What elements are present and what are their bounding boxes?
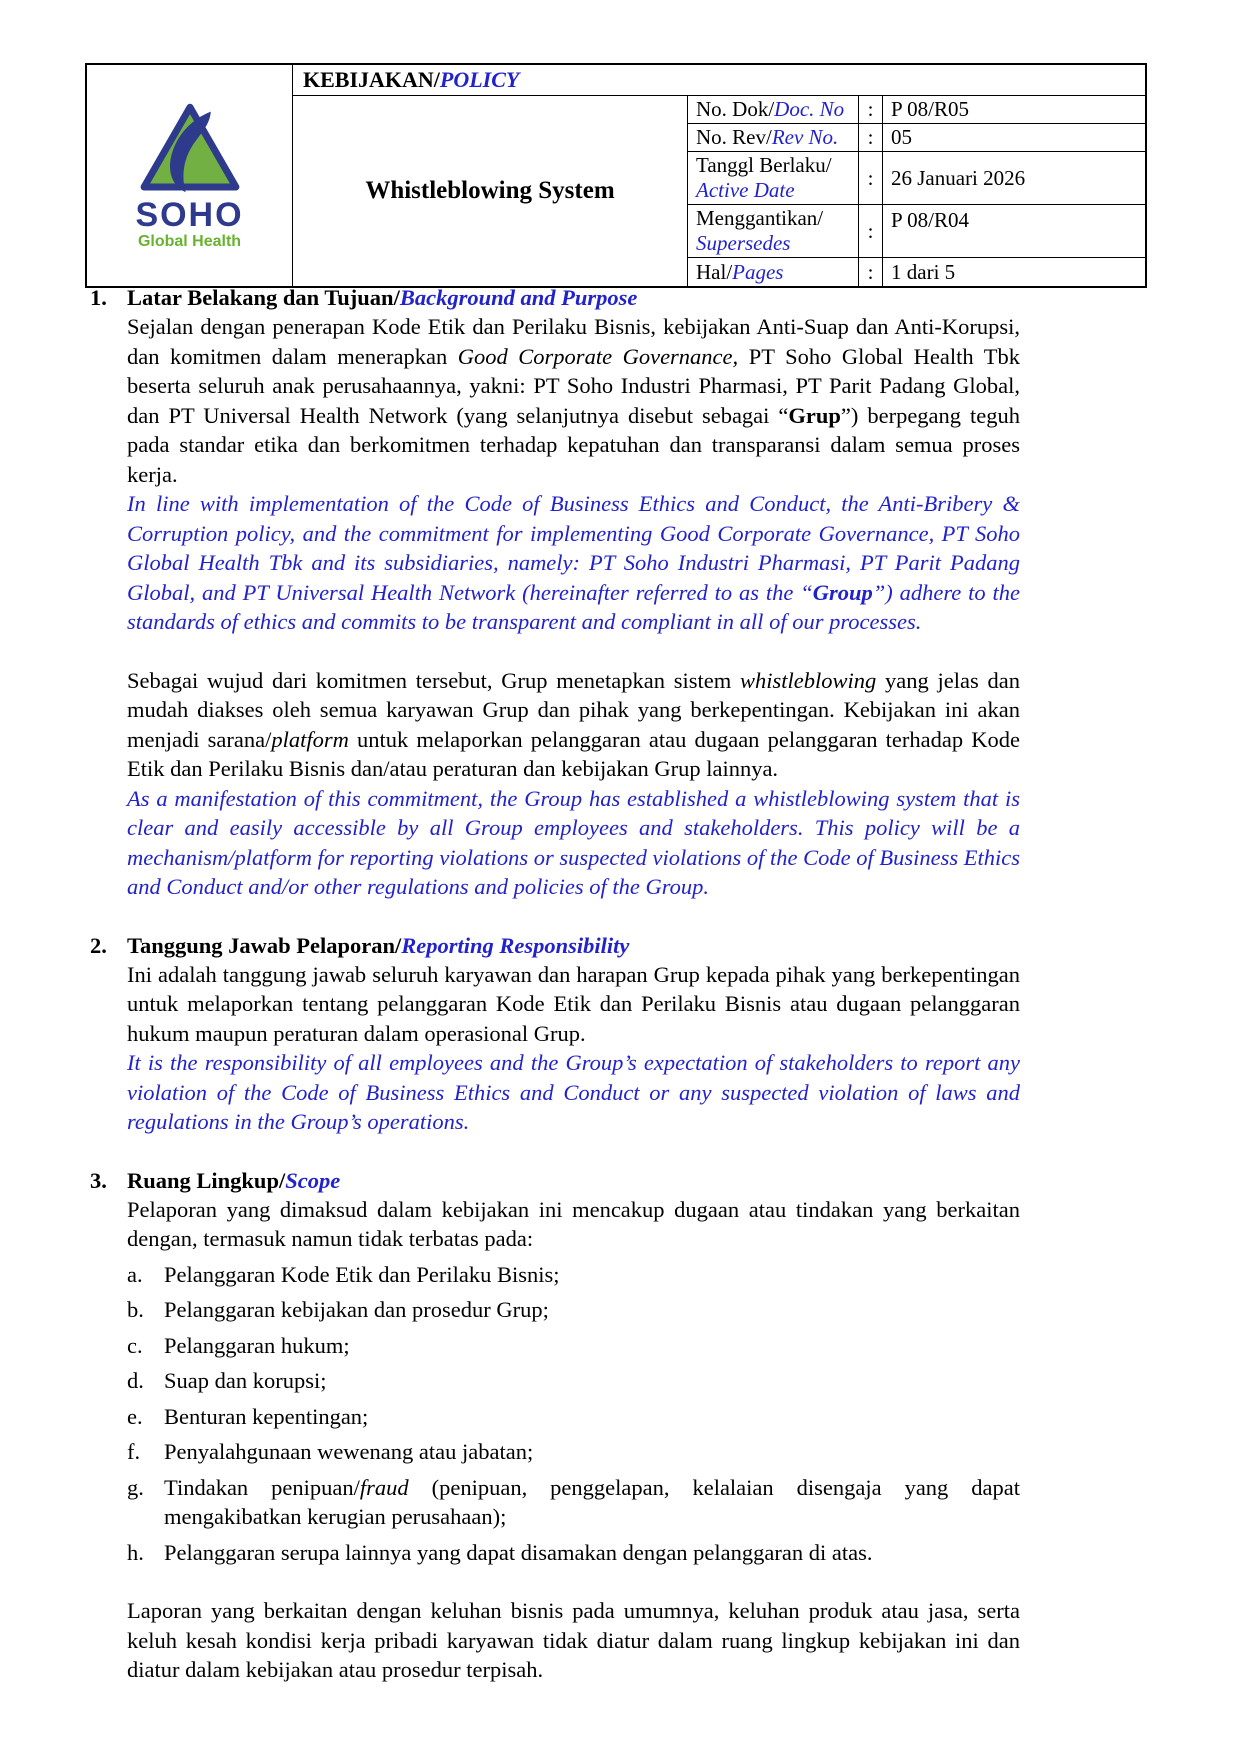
meta-label-pages: Hal/ Pages (696, 259, 784, 284)
list-item-text (164, 1260, 1020, 1290)
list-item (127, 1538, 1020, 1568)
text-run: whistleblowing (740, 667, 877, 693)
text-run: untuk melaporkan pelanggaran atau dugaan pelanggaran terhadap Kode Etik dan Perilaku Bisnis dan/atau peraturan dan kebijakan Grup lainnya. (127, 726, 1020, 781)
text-run: ”) adhere to the standards of ethics and commits to be transparent and compliant in all of our processes. (127, 579, 1020, 634)
text-run: Grup (788, 402, 841, 428)
soho-triangle-logo-icon (138, 100, 242, 196)
doc-type-en: POLICY (439, 67, 520, 92)
text-run: fraud (359, 1474, 409, 1500)
section-title-en: Background and Purpose (399, 285, 638, 310)
list-item (127, 1402, 1020, 1432)
section-heading (90, 1166, 1020, 1195)
list-marker: h. (127, 1539, 144, 1565)
list-marker: d. (127, 1368, 144, 1393)
meta-label-active-date: Tanggl Berlaku/ Active Date (688, 152, 858, 205)
meta-colon: : (858, 205, 882, 258)
meta-label-supersedes: Menggantikan/ Supersedes (688, 205, 858, 258)
paragraph-id (127, 1596, 1020, 1685)
text-run: yang jelas dan mudah diakses oleh semua karyawan Grup dan pihak yang berkepentingan. Kebijakan ini akan menjadi sarana/ (127, 667, 1020, 752)
text-run: platform (271, 726, 349, 752)
list-marker: f. (127, 1439, 141, 1464)
section-number: 3. (90, 1167, 107, 1193)
list-item (127, 1473, 1020, 1532)
list-item-text (164, 1402, 1020, 1432)
text-run: Laporan yang berkaitan dengan keluhan bisnis pada umumnya, keluhan produk atau jasa, serta keluh kesah kondisi kerja pribadi karyawan tidak diatur dalam ruang lingkup kebijakan ini dan diatur dalam kebijakan atau prosedur terpisah. (127, 1598, 1020, 1682)
document-title: Whistleblowing System (365, 177, 615, 204)
section-title-id: Ruang Lingkup/ (127, 1167, 286, 1193)
text-run: As a manifestation of this commitment, the Group has established a whistleblowing system that is clear and easily accessible by all Group employees and stakeholders. This policy will be a mechanism/platform for reporting violations or suspected violations of the Code of Business Ethics and Conduct and/or other regulations and policies of the Group. (127, 785, 1020, 899)
text-run: Pelaporan yang dimaksud dalam kebijakan ini mencakup dugaan atau tindakan yang berkaitan dengan, termasuk namun tidak terbatas pada: (127, 1196, 1020, 1251)
doc-type-id: KEBIJAKAN/ (303, 67, 440, 92)
meta-value-rev-no: 05 (882, 124, 1145, 152)
list-item-text (164, 1331, 1020, 1361)
text-run: Benturan kepentingan; (164, 1403, 369, 1429)
list-item-text (164, 1538, 1020, 1568)
list-item-text (164, 1437, 1020, 1467)
logo-tagline-text: Global Health (137, 232, 242, 250)
paragraph-id (127, 666, 1020, 784)
text-run: Pelanggaran Kode Etik dan Perilaku Bisnis; (164, 1261, 560, 1287)
section-heading (90, 931, 1020, 960)
section-heading (90, 283, 1020, 312)
meta-value-pages: 1 dari 5 (882, 258, 1145, 286)
list-item-text (164, 1295, 1020, 1325)
paragraph-id (127, 1195, 1020, 1254)
text-run: Ini adalah tanggung jawab seluruh karyawan dan harapan Grup kepada pihak yang berkepentingan untuk melaporkan tentang pelanggaran Kode Etik dan Perilaku Bisnis atau dugaan pelanggaran hukum maupun peraturan dalam operasional Grup. (127, 961, 1020, 1046)
section-2 (90, 931, 1020, 1137)
list-item (127, 1331, 1020, 1361)
list-marker: e. (127, 1403, 143, 1429)
text-run: Pelanggaran serupa lainnya yang dapat disamakan dengan pelanggaran di atas. (164, 1539, 873, 1565)
document-body (90, 283, 1020, 1714)
meta-colon: : (858, 124, 882, 152)
list-item (127, 1437, 1020, 1467)
list-marker: a. (127, 1261, 143, 1287)
meta-colon: : (858, 152, 882, 205)
section-3 (90, 1166, 1020, 1685)
list-item-text (164, 1473, 1020, 1532)
meta-value-doc-no: P 08/R05 (882, 96, 1145, 124)
section-number: 2. (90, 932, 107, 958)
header-right (292, 65, 1145, 286)
section-title-en: Reporting Responsibility (401, 932, 630, 958)
list-item (127, 1295, 1020, 1325)
spacer (127, 1567, 1020, 1596)
text-run: Sejalan dengan penerapan Kode Etik dan Perilaku Bisnis, kebijakan Anti-Suap dan Anti-Korupsi, dan komitmen dalam menerapkan (127, 314, 1020, 369)
text-run: Pelanggaran hukum; (164, 1332, 350, 1358)
header-table (85, 63, 1147, 288)
text-run: ”) berpegang teguh pada standar etika dan berkomitmen terhadap kepatuhan dan transparansi dalam semua proses kerja. (127, 402, 1020, 487)
meta-value-supersedes: P 08/R04 (882, 205, 1145, 258)
document-meta-table (687, 96, 1145, 286)
list-marker: b. (127, 1297, 144, 1322)
text-run: (penipuan, penggelapan, kelalaian disengaja yang dapat mengakibatkan kerugian perusahaan); (164, 1474, 1020, 1529)
section-title-en: Scope (285, 1167, 341, 1193)
list-marker: g. (127, 1474, 144, 1500)
list-marker: c. (127, 1332, 143, 1358)
paragraph-id (127, 312, 1020, 489)
paragraph-en (127, 1048, 1020, 1137)
text-run: PT Soho Global Health Tbk beserta seluruh anak perusahaannya, yakni: PT Soho Industri Pharmasi, PT Parit Padang Global, dan PT Universal Health Network (yang selanjutnya disebut sebagai “ (127, 343, 1020, 428)
text-run: Suap dan korupsi; (164, 1368, 327, 1393)
meta-label-rev-no: No. Rev/ Rev No. (688, 124, 858, 152)
paragraph-id (127, 960, 1020, 1049)
doc-type-row (293, 65, 1145, 96)
text-run: Sebagai wujud dari komitmen tersebut, Grup menetapkan sistem (127, 667, 740, 693)
meta-colon: : (858, 96, 882, 124)
list-item (127, 1260, 1020, 1290)
paragraph-en (127, 784, 1020, 902)
list-item (127, 1366, 1020, 1396)
section-1 (90, 283, 1020, 902)
text-run: Pelanggaran kebijakan dan prosedur Grup; (164, 1297, 549, 1322)
company-logo (87, 65, 292, 286)
text-run: It is the responsibility of all employees and the Group’s expectation of stakeholders to report any violation of the Code of Business Ethics and Conduct or any suspected violation of laws and regulations in the Group’s operations. (127, 1050, 1020, 1134)
section-title-id: Tanggung Jawab Pelaporan/ (127, 932, 402, 958)
meta-colon: : (858, 258, 882, 286)
meta-value-active-date: 26 Januari 2026 (882, 152, 1145, 205)
text-run: In line with implementation of the Code of Business Ethics and Conduct, the Anti-Bribery & Corruption policy, and the commitment for implementing Good Corporate Governance, PT Soho Global Health Tbk and its subsidiaries, namely: PT Soho Industri Pharmasi, PT Parit Padang Global, and PT Universal Health Network (hereinafter referred to as the “ (127, 491, 1020, 605)
list-item-text (164, 1366, 1020, 1396)
paragraph-en (127, 489, 1020, 637)
section-title-id: Latar Belakang dan Tujuan/ (127, 285, 400, 310)
text-run: Good Corporate Governance, (457, 343, 739, 369)
spacer (127, 637, 1020, 666)
logo-brand-text: SOHO (135, 195, 244, 234)
meta-label-doc-no: No. Dok/ Doc. No (688, 96, 858, 124)
text-run: Group (812, 579, 873, 605)
text-run: Tindakan penipuan/ (164, 1474, 360, 1500)
section-number: 1. (90, 285, 107, 310)
text-run: Penyalahgunaan wewenang atau jabatan; (164, 1439, 534, 1464)
